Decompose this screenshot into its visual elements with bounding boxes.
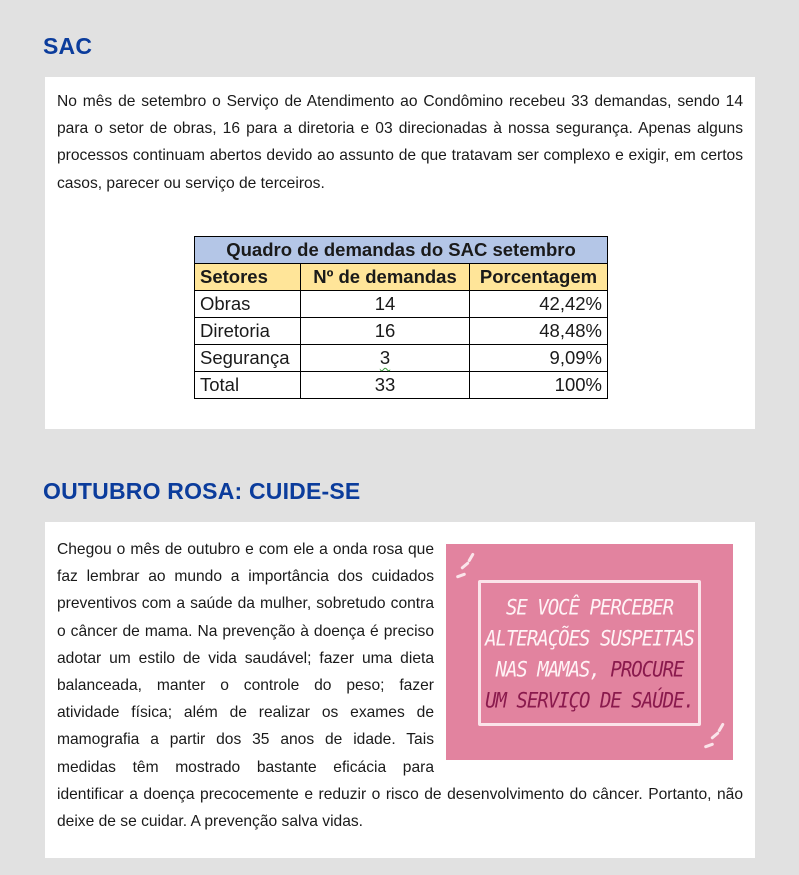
table-cell: Diretoria	[195, 318, 301, 345]
table-header-row	[195, 264, 608, 291]
section-heading-outubro-rosa: OUTUBRO ROSA: CUIDE-SE	[43, 478, 361, 504]
sac-demand-table	[194, 236, 608, 399]
table-cell: 9,09%	[470, 345, 608, 372]
table-header-cell: Setores	[195, 264, 301, 291]
decorative-dash-icon	[704, 742, 714, 748]
table-row	[195, 345, 608, 372]
image-text-line: SE VOCÊ PERCEBER	[505, 595, 674, 621]
decorative-dash-icon	[710, 731, 720, 740]
sac-paragraph: No mês de setembro o Serviço de Atendimento ao Condômino recebeu 33 demandas, sendo 14 para o setor de obras, 16 para a diretoria e 03 direcionadas à nossa segurança. Apenas alguns processos continuam abertos devido ao assunto de que tratavam ser complexo e exigir, em certos casos, parecer ou serviço de terceiros.	[57, 93, 743, 192]
image-text-highlight: PROCURE	[599, 657, 684, 683]
table-caption: Quadro de demandas do SAC setembro	[195, 237, 608, 264]
table-header-cell: Nº de demandas	[301, 264, 470, 291]
image-text-line	[481, 689, 698, 714]
table-header-cell: Porcentagem	[470, 264, 608, 291]
decorative-dash-icon	[456, 572, 466, 578]
section-heading-sac: SAC	[43, 33, 93, 59]
image-text-highlight: UM SERVIÇO DE SAÚDE.	[485, 688, 694, 714]
image-text-line: ALTERAÇÕES SUSPEITAS	[485, 626, 694, 652]
table-cell: 16	[301, 318, 470, 345]
awareness-image	[446, 544, 733, 760]
image-text-line	[481, 658, 698, 683]
table-cell: Segurança	[195, 345, 301, 372]
decorative-dash-icon	[717, 722, 725, 732]
decorative-dash-icon	[460, 561, 470, 570]
table-cell	[301, 345, 470, 372]
table-cell-value: 3	[379, 347, 391, 368]
sac-card	[45, 77, 755, 429]
table-cell: 48,48%	[470, 318, 608, 345]
decorative-dash-icon	[467, 552, 475, 562]
table-cell: 100%	[470, 372, 608, 399]
table-cell: 42,42%	[470, 291, 608, 318]
table-cell: 33	[301, 372, 470, 399]
image-text-part: NAS MAMAS,	[495, 657, 600, 683]
table-row	[195, 291, 608, 318]
table-cell: Obras	[195, 291, 301, 318]
outubro-rosa-paragraph: Chegou o mês de outubro e com ele a onda rosa que faz lembrar ao mundo a importância dos cuidados preventivos com a saúde da mulher, sobretudo contra o câncer de mama. Na prevenção à doença é preciso adotar um estilo de vida saudável; fazer uma dieta balanceada, manter o controle do peso; fazer atividade física; além de realizar os exames de mamografia a partir dos 35 anos de idade. Tais medidas têm mostrado bastante eficácia para identificar a doença precocemente e reduzir o risco de desenvolvimento do câncer. Portanto, não deixe de se cuidar. A prevenção salva vidas.	[57, 541, 743, 831]
image-frame	[478, 580, 701, 726]
table-cell: Total	[195, 372, 301, 399]
table-row	[195, 372, 608, 399]
outubro-rosa-card	[45, 522, 755, 858]
table-cell: 14	[301, 291, 470, 318]
table-row	[195, 318, 608, 345]
